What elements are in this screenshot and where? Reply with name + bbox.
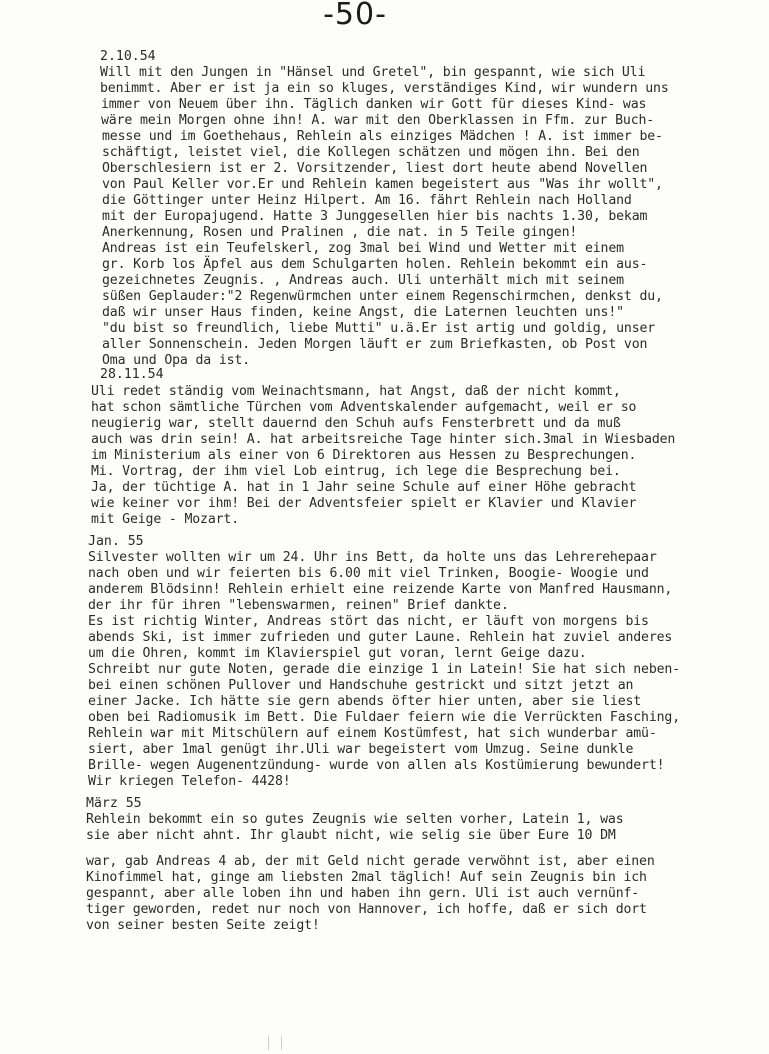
text-line: von Paul Keller vor.Er und Rehlein kamen begeistert aus "Was ihr wollt", xyxy=(102,177,663,192)
entry-date: 2.10.54 xyxy=(100,49,156,64)
text-line: abends Ski, ist immer zufrieden und guter Laune. Rehlein hat zuviel anderes xyxy=(88,630,673,645)
text-line: mit der Europajugend. Hatte 3 Junggesellen hier bis nachts 1.30, bekam xyxy=(102,209,648,224)
text-line: nach oben und wir feierten bis 6.00 mit viel Trinken, Boogie- Woogie und xyxy=(88,566,649,581)
text-line: Anerkennung, Rosen und Pralinen , die nat. in 5 Teile gingen! xyxy=(102,225,578,240)
text-line: immer von Neuem über ihn. Täglich danken wir Gott für dieses Kind- was xyxy=(101,97,647,112)
text-line: gr. Korb los Äpfel aus dem Schulgarten holen. Rehlein bekommt ein aus- xyxy=(102,257,648,272)
text-line: aller Sonnenschein. Jeden Morgen läuft er zum Briefkasten, ob Post von xyxy=(102,337,648,352)
text-line: "du bist so freundlich, liebe Mutti" u.ä.Er ist artig und goldig, unser xyxy=(102,321,656,336)
text-line: bei einen schönen Pullover und Handschuhe gestrickt und sitzt jetzt an xyxy=(88,678,634,693)
text-line: einer Jacke. Ich hätte sie gern abends öfter hier unten, aber sie liest xyxy=(88,694,642,709)
text-line: wie keiner vor ihm! Bei der Adventsfeier spielt er Klavier und Klavier xyxy=(91,496,637,511)
text-line: gespannt, aber alle loben ihn und haben ihn gern. Uli ist auch vernünf- xyxy=(86,886,640,901)
text-line: siert, aber 1mal genügt ihr.Uli war begeistert vom Umzug. Seine dunkle xyxy=(88,742,634,757)
text-line: benimmt. Aber er ist ja ein so kluges, verständiges Kind, wir wundern uns xyxy=(100,81,669,96)
text-line: anderem Blödsinn! Rehlein erhielt eine reizende Karte von Manfred Hausmann, xyxy=(88,582,673,597)
text-line: Ja, der tüchtige A. hat in 1 Jahr seine Schule auf einer Höhe gebracht xyxy=(91,480,637,495)
text-line: süßen Geplauder:"2 Regenwürmchen unter einem Regenschirmchen, denkst du, xyxy=(102,289,663,304)
text-line: mit Geige - Mozart. xyxy=(91,512,240,527)
text-line: Brille- wegen Augenentzündung- wurde von allen als Kostümierung bewundert! xyxy=(88,758,665,773)
entry-date: Jan. 55 xyxy=(88,534,144,549)
text-line: im Ministerium als einer von 6 Direktoren aus Hessen zu Besprechungen. xyxy=(91,448,637,463)
text-line: wäre mein Morgen ohne ihn! A. war mit den Oberklassen in Ffm. zur Buch- xyxy=(101,113,655,128)
text-line: der ihr für ihren "lebenswarmen, reinen" Brief dankte. xyxy=(88,598,509,613)
text-line: daß wir unser Haus finden, keine Angst, die Laternen leuchten uns!" xyxy=(102,305,624,320)
page-number: -50- xyxy=(323,0,387,32)
text-line: sie aber nicht ahnt. Ihr glaubt nicht, wie selig sie über Eure 10 DM xyxy=(86,828,616,843)
text-line: Es ist richtig Winter, Andreas stört das nicht, er läuft von morgens bis xyxy=(88,614,649,629)
text-line: die Göttinger unter Heinz Hilpert. Am 16. fährt Rehlein nach Holland xyxy=(102,193,632,208)
text-line: Uli redet ständig vom Weinachtsmann, hat Angst, daß der nicht kommt, xyxy=(91,384,621,399)
text-line: neugierig war, stellt dauernd den Schuh aufs Fensterbrett und da muß xyxy=(91,416,621,431)
text-line: war, gab Andreas 4 ab, der mit Geld nicht gerade verwöhnt ist, aber einen xyxy=(86,854,655,869)
text-line: hat schon sämtliche Türchen vom Adventskalender aufgemacht, weil er so xyxy=(91,400,637,415)
text-line: Oberschlesiern ist er 2. Vorsitzender, liest dort heute abend Novellen xyxy=(102,161,648,176)
text-line: tiger geworden, redet nur noch von Hannover, ich hoffe, daß er sich dort xyxy=(86,902,647,917)
text-line: von seiner besten Seite zeigt! xyxy=(86,918,320,933)
text-line: Rehlein bekommt ein so gutes Zeugnis wie selten vorher, Latein 1, was xyxy=(86,812,624,827)
text-line: Schreibt nur gute Noten, gerade die einzige 1 in Latein! Sie hat sich neben- xyxy=(88,662,681,677)
entry-date: 28.11.54 xyxy=(100,367,164,382)
punch-mark xyxy=(268,1036,282,1050)
text-line: oben bei Radiomusik im Bett. Die Fuldaer feiern wie die Verrückten Fasching, xyxy=(88,710,681,725)
text-line: Rehlein war mit Mitschülern auf einem Kostümfest, hat sich wunderbar amü- xyxy=(88,726,657,741)
text-line: Andreas ist ein Teufelskerl, zog 3mal bei Wind und Wetter mit einem xyxy=(102,241,624,256)
text-line: Mi. Vortrag, der ihm viel Lob eintrug, ich lege die Besprechung bei. xyxy=(91,464,621,479)
text-line: Oma und Opa da ist. xyxy=(102,353,251,368)
text-line: Will mit den Jungen in "Hänsel und Gretel", bin gespannt, wie sich Uli xyxy=(100,65,646,80)
text-line: Wir kriegen Telefon- 4428! xyxy=(88,774,291,789)
text-line: auch was drin sein! A. hat arbeitsreiche Tage hinter sich.3mal in Wiesbaden xyxy=(91,432,676,447)
text-line: Silvester wollten wir um 24. Uhr ins Bett, da holte uns das Lehrerehepaar xyxy=(88,550,657,565)
text-line: Kinofimmel hat, ginge am liebsten 2mal täglich! Auf sein Zeugnis bin ich xyxy=(86,870,647,885)
entry-date: März 55 xyxy=(86,796,142,811)
text-line: messe und im Goethehaus, Rehlein als einziges Mädchen ! A. ist immer be- xyxy=(102,129,663,144)
text-line: schäftigt, leistet viel, die Kollegen schätzen und mögen ihn. Bei den xyxy=(102,145,640,160)
text-line: um die Ohren, kommt im Klavierspiel gut voran, lernt Geige dazu. xyxy=(88,646,587,661)
text-line: gezeichnetes Zeugnis. , Andreas auch. Uli unterhält mich mit seinem xyxy=(102,273,624,288)
